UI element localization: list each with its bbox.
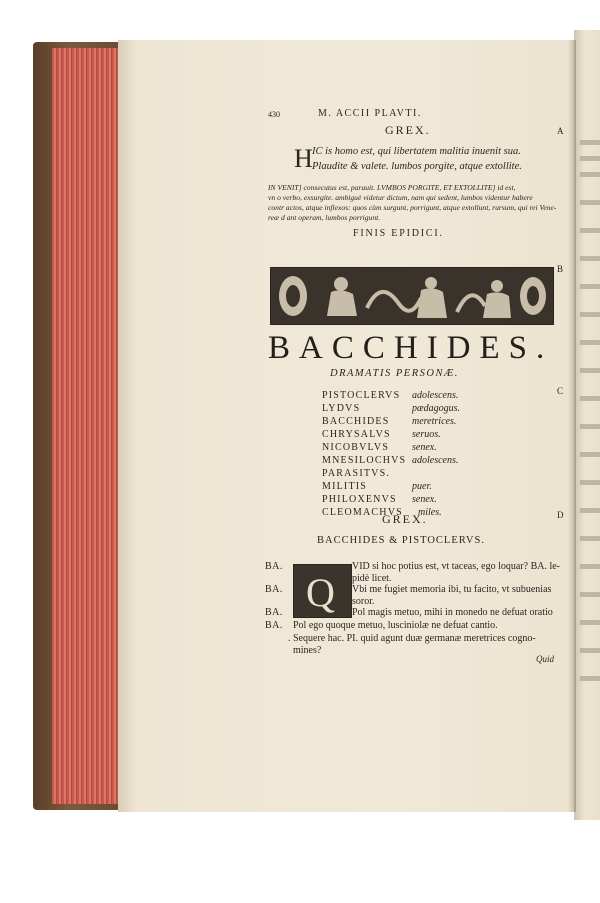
- speaker: BA.: [265, 561, 283, 572]
- finis-heading: FINIS EPIDICI.: [353, 228, 444, 239]
- speech-line: Vbi me fugiet memoria ibi, tu facito, vt subuenias: [352, 584, 552, 595]
- persona-name: MILITIS: [322, 481, 368, 492]
- page-number: 430: [268, 110, 280, 119]
- speech-line: Pol ego quoque metuo, lusciniolæ ne defuat cantio.: [293, 620, 498, 631]
- scene-heading: BACCHIDES & PISTOCLERVS.: [317, 535, 485, 546]
- persona-name: MNESILOCHVS: [322, 455, 407, 466]
- speech-line: pidè licet.: [352, 573, 392, 584]
- note-line: reæ d ant operam, lumbos porrigunt.: [268, 213, 381, 222]
- gutter-shadow: [568, 40, 576, 812]
- persona-name: LYDVS: [322, 403, 361, 414]
- persona-role: pædagogus.: [412, 403, 461, 414]
- red-page-edges: [52, 48, 120, 804]
- speaker: BA.: [265, 620, 283, 631]
- margin-letter-d: D: [557, 510, 564, 520]
- margin-letter-a: A: [557, 126, 564, 136]
- running-title: M. ACCII PLAVTI.: [318, 108, 422, 119]
- margin-letter-c: C: [557, 386, 564, 396]
- decorated-initial: [293, 564, 352, 618]
- woodcut-ornament: [270, 267, 554, 325]
- persona-role: puer.: [412, 481, 432, 492]
- speech-line: VID si hoc potius est, vt taceas, ego loquar? BA. le-: [352, 561, 561, 572]
- persona-name: NICOBVLVS: [322, 442, 390, 453]
- persona-role: adolescens.: [412, 455, 459, 466]
- persona-name: PARASITVS.: [322, 468, 391, 479]
- persona-role: adolescens.: [412, 390, 459, 401]
- initial-letter: Q: [306, 570, 335, 615]
- speech-line: soror.: [352, 596, 375, 607]
- note-line: vn o verbo, exsurgite. ambiguè videtur dictum, nam qui sedent, lumbos videntur habere: [268, 193, 533, 202]
- persona-role: seruos.: [412, 429, 441, 440]
- persona-name: PISTOCLERVS: [322, 390, 401, 401]
- speech-line: Pol magis metuo, mihi in monedo ne defuat oratio: [352, 607, 553, 618]
- catchword: Quid: [536, 654, 554, 664]
- persona-role: miles.: [418, 507, 442, 518]
- speech-line: mines?: [293, 645, 322, 656]
- facing-page-edge: [574, 30, 600, 820]
- speech-line: . Sequere hac. PI. quid agunt duæ germanæ meretrices cogno-: [288, 633, 536, 644]
- speaker: BA.: [265, 584, 283, 595]
- persona-name: PHILOXENVS: [322, 494, 397, 505]
- persona-name: CHRYSALVS: [322, 429, 391, 440]
- persona-role: meretrices.: [412, 416, 457, 427]
- verse-initial: H: [294, 144, 313, 173]
- play-title: BACCHIDES.: [268, 330, 554, 366]
- dramatis-heading: DRAMATIS PERSONÆ.: [330, 368, 459, 379]
- persona-role: senex.: [412, 494, 437, 505]
- note-line: contr actos, atque inflexos: quos cùm surgunt, porrigunt, atque extollunt, rursum, qui rei Vene-: [268, 203, 557, 212]
- grex-heading: GREX.: [385, 123, 431, 137]
- margin-letter-b: B: [557, 264, 564, 274]
- verse-line: IC is homo est, qui libertatem malitia inuenit sua.: [312, 146, 521, 157]
- persona-name: BACCHIDES: [322, 416, 390, 427]
- note-line: IN VENIT] consecutus est, parauit. LVMBOS PORGITE, ET EXTOLLITE] id est,: [268, 183, 516, 192]
- speaker: BA.: [265, 607, 283, 618]
- persona-role: senex.: [412, 442, 437, 453]
- woodcut-figures-icon: [271, 268, 553, 324]
- grex-heading-2: GREX.: [382, 512, 428, 526]
- persona-name: CLEOMACHVS: [322, 507, 403, 518]
- verse-line: Plaudite & valete. lumbos porgite, atque extollite.: [312, 161, 522, 172]
